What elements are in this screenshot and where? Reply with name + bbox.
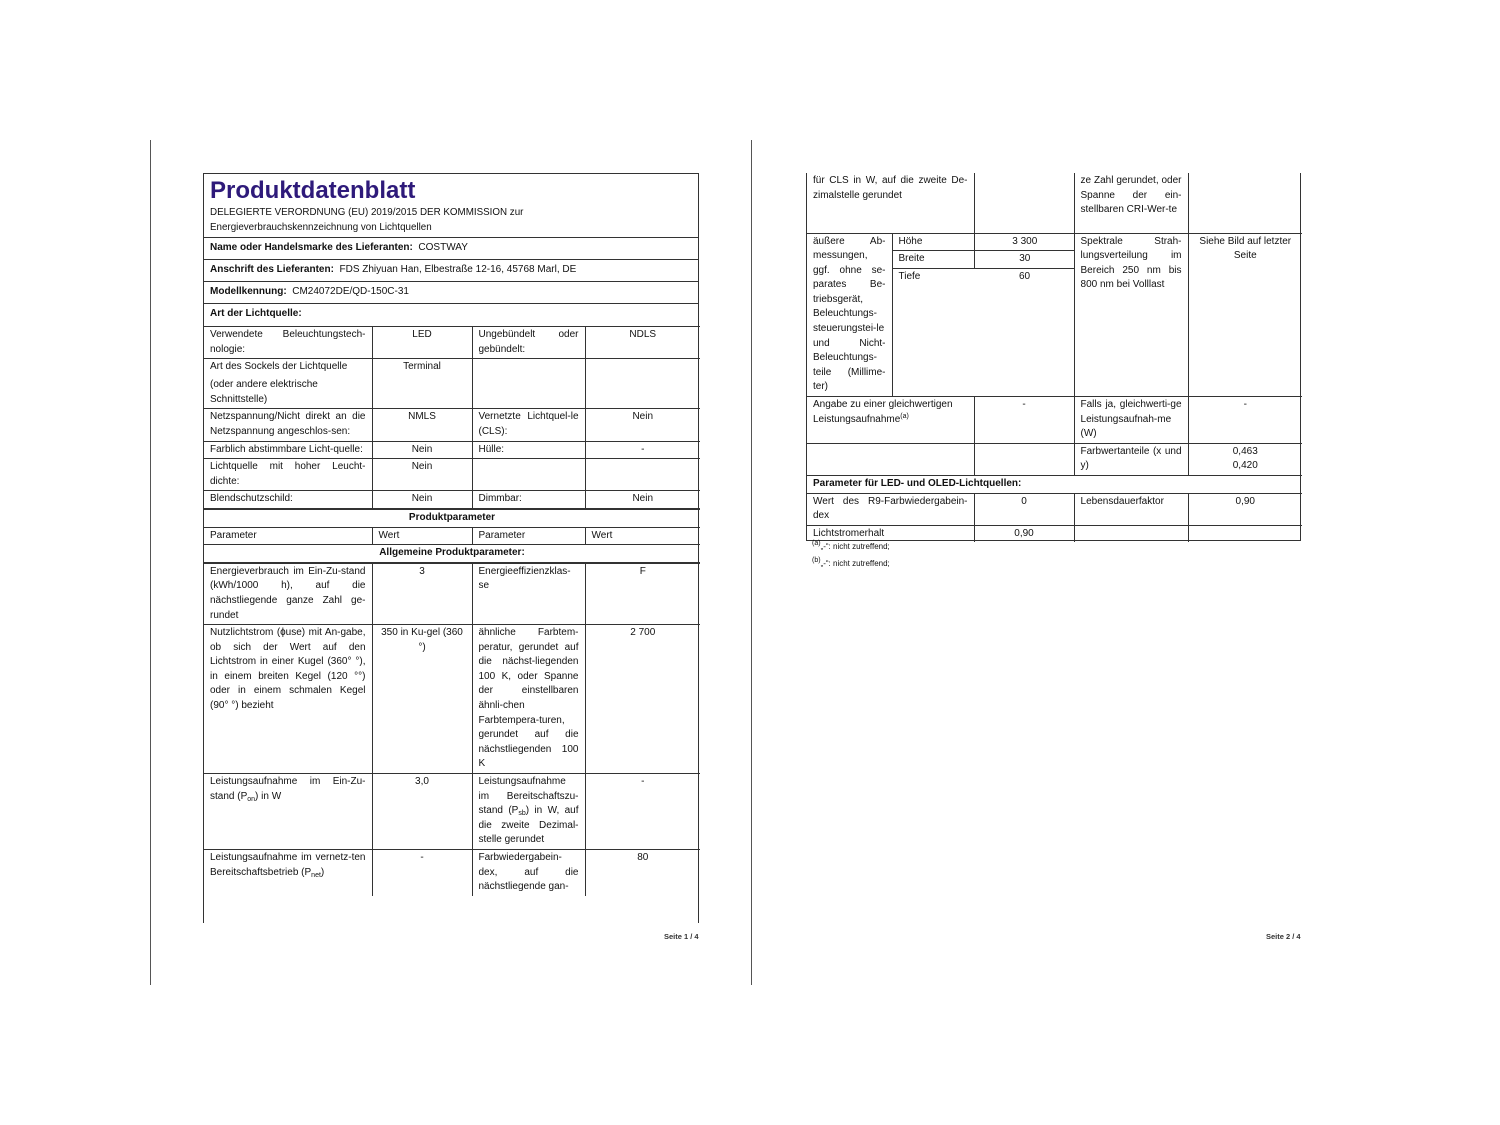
supplier-value: COSTWAY bbox=[418, 242, 468, 254]
supplier-row: Name oder Handelsmarke des Lieferanten: COSTWAY bbox=[204, 237, 698, 259]
table-row: Leistungsaufnahme im Ein-Zu-stand $(P_{on})$ in W 3,0 Leistungsaufnahme im Bereitschaftszu-stand $(P_{sb})$ in W, auf die zweite Dezimal-stelle gerundet - bbox=[204, 774, 700, 850]
light-source-table bbox=[204, 326, 700, 896]
document-title: Produktdatenblatt bbox=[210, 177, 416, 204]
type-row: Art der Lichtquelle: bbox=[204, 303, 698, 326]
dimension-row: Tiefe 60 bbox=[898, 270, 1031, 282]
table-section-header: Produktparameter bbox=[204, 509, 700, 527]
table-section-header: Allgemeine Produktparameter: bbox=[204, 545, 700, 563]
table-row: Verwendete Beleuchtungstech-nologie: LED Ungebündelt oder gebündelt: NDLS bbox=[204, 327, 700, 359]
page-divider-middle bbox=[751, 140, 752, 985]
table-row: Farbwertanteile (x und y) 0,463 0,420 bbox=[807, 443, 1302, 475]
document-subtitle: DELEGIERTE VERORDNUNG (EU) 2019/2015 DER KOMMISSION zur Energieverbrauchskennzeichnung von Lichtquellen bbox=[210, 207, 524, 233]
footnote-b: $^{(b)}$„-“: nicht zutreffend; bbox=[812, 557, 890, 568]
dimension-row: Breite 30 bbox=[893, 251, 1075, 269]
parameter-table-continued bbox=[807, 173, 1302, 542]
table-row: Farblich abstimmbare Licht-quelle: Nein Hülle: - bbox=[204, 441, 700, 459]
table-row: Leistungsaufnahme im vernetz-ten Bereitschaftsbetrieb $(P_{net})$ - Farbwiedergabein-dex, auf die nächstliegende gan- 80 bbox=[204, 850, 700, 896]
table-row: Nutzlichtstrom (ɸuse) mit An-gabe, ob sich der Wert auf den Lichtstrom in einer Kugel (360° °), in einem breiten Kegel (120 °°) oder in einem schmalen Kegel (90° °) bezieht 350 in Ku-gel (360 °) ähnliche Farbtem-peratur, gerundet auf die nächst-liegenden 100 K, oder Spanne der einstellbaren ähnli-chen Farbtempera-turen, gerundet auf die nächstliegenden 100 K 2 700 bbox=[204, 625, 700, 774]
table-row: Art des Sockels der Lichtquelle (oder andere elektrische Schnittstelle) Terminal bbox=[204, 359, 700, 409]
table-row: Energieverbrauch im Ein-Zu-stand (kWh/1000 h), auf die nächstliegende ganze Zahl ge-rundet 3 Energieeffizienzklas-se F bbox=[204, 563, 700, 625]
table-row: für CLS in W, auf die zweite De-zimalstelle gerundet ze Zahl gerundet, oder Spanne der ein-stellbaren CRI-Wer-te bbox=[807, 173, 1302, 233]
model-value: CM24072DE/QD-150C-31 bbox=[292, 286, 409, 298]
address-value: FDS Zhiyuan Han, Elbestraße 12-16, 45768 Marl, DE bbox=[339, 264, 577, 276]
table-row: Angabe zu einer gleichwertigen Leistungsaufnahme$^{(a)}$ - Falls ja, gleichwerti-ge Leistungsaufnah-me (W) - bbox=[807, 397, 1302, 444]
table-row: äußere Ab-messungen, ggf. ohne se-parates Be-triebsgerät, Beleuchtungs-steuerungstei-le und Nicht-Beleuchtungs-teile (Millime-ter) Höhe 3 300 Breite 30 Tiefe 60 Spektrale Strah-lungsverteilung im Bereich 250 nm bis 800 nm bei Volllast Siehe Bild auf letzter Seite bbox=[807, 233, 1302, 397]
table-row: Blendschutzschild: Nein Dimmbar: Nein bbox=[204, 491, 700, 509]
table-row: Lichtquelle mit hoher Leucht-dichte: Nein bbox=[204, 459, 700, 491]
footnote-a: $^{(a)}$„-“: nicht zutreffend; bbox=[812, 540, 890, 551]
page-number-2: Seite 2 / 4 bbox=[1266, 932, 1301, 941]
dimension-row: Höhe 3 300 bbox=[893, 234, 1075, 251]
table-row: Wert des R9-Farbwiedergabein-dex 0 Lebensdauerfaktor 0,90 bbox=[807, 493, 1302, 525]
chromaticity-y: 0,420 bbox=[1232, 460, 1258, 472]
model-row: Modellkennung: CM24072DE/QD-150C-31 bbox=[204, 281, 698, 303]
table-row: Lichtstromerhalt 0,90 bbox=[807, 525, 1302, 542]
table-column-headers: Parameter Wert Parameter Wert bbox=[204, 527, 700, 545]
table-row: Netzspannung/Nicht direkt an die Netzspannung angeschlos-sen: NMLS Vernetzte Lichtquel-le (CLS): Nein bbox=[204, 409, 700, 441]
address-row: Anschrift des Lieferanten: FDS Zhiyuan Han, Elbestraße 12-16, 45768 Marl, DE bbox=[204, 259, 698, 281]
dimension-table bbox=[893, 234, 1075, 286]
chromaticity-x: 0,463 bbox=[1232, 445, 1258, 457]
table-section-header: Parameter für LED- und OLED-Lichtquellen: bbox=[807, 476, 1302, 494]
page-divider-left bbox=[150, 140, 151, 985]
page-2 bbox=[806, 173, 1301, 541]
page-1 bbox=[203, 173, 699, 923]
page-number-1: Seite 1 / 4 bbox=[664, 932, 699, 941]
